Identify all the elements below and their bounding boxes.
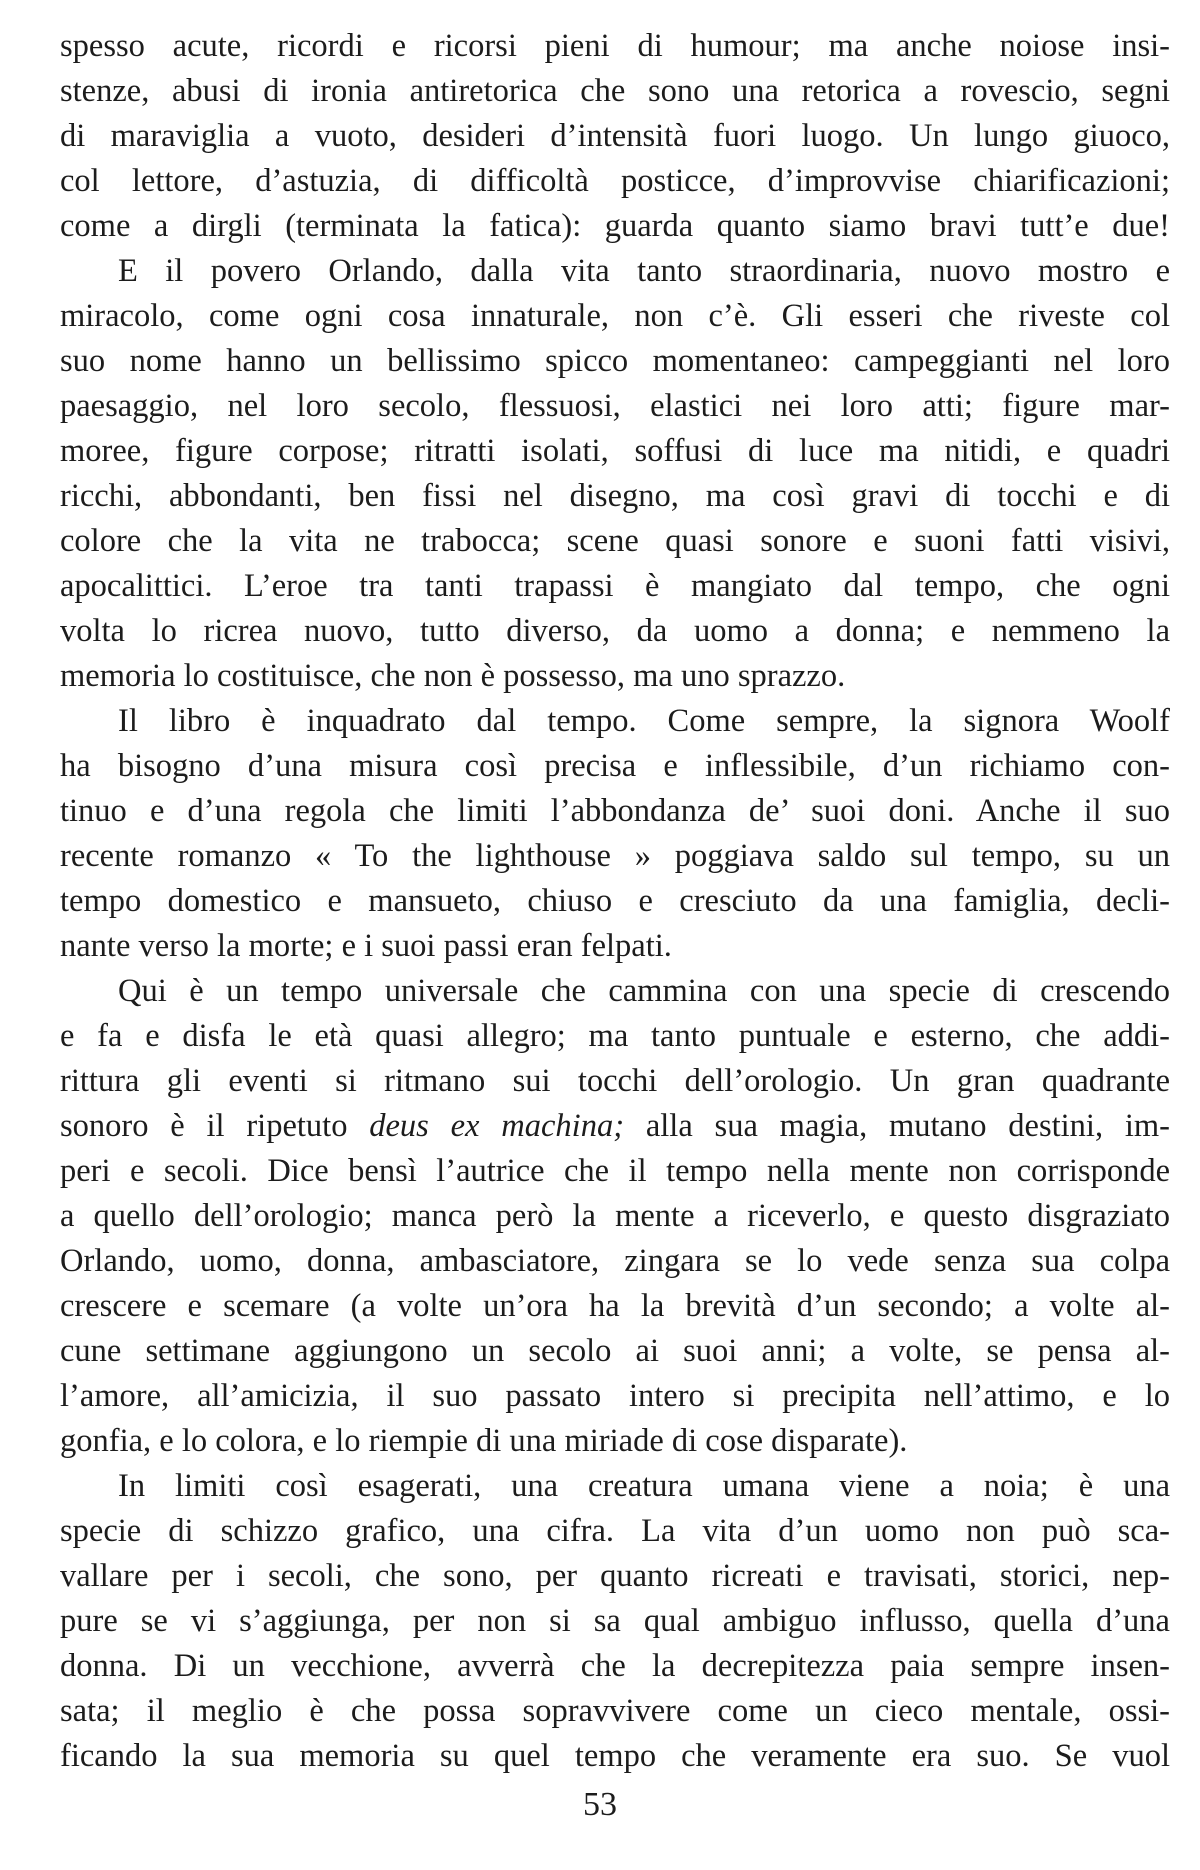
text-line: tempo domestico e mansueto, chiuso e cresciuto da una famiglia, decli- xyxy=(60,883,1170,919)
text-line: e fa e disfa le età quasi allegro; ma tanto puntuale e esterno, che addi- xyxy=(60,1018,1170,1054)
text-line: Qui è un tempo universale che cammina con una specie di crescendo xyxy=(118,973,1170,1009)
text-line: vallare per i secoli, che sono, per quanto ricreati e travisati, storici, nep- xyxy=(60,1558,1170,1594)
text-line: colore che la vita ne trabocca; scene quasi sonore e suoni fatti visivi, xyxy=(60,523,1170,559)
text-line: nante verso la morte; e i suoi passi eran felpati. xyxy=(60,928,672,964)
text-line: ficando la sua memoria su quel tempo che veramente era suo. Se vuol xyxy=(60,1738,1170,1774)
text-line: di maraviglia a vuoto, desideri d’intensità fuori luogo. Un lungo giuoco, xyxy=(60,118,1170,154)
text-line: l’amore, all’amicizia, il suo passato intero si precipita nell’attimo, e lo xyxy=(60,1378,1170,1414)
paragraph xyxy=(60,699,1170,969)
italic-phrase: deus ex machina; xyxy=(369,1108,625,1144)
text-line: volta lo ricrea nuovo, tutto diverso, da uomo a donna; e nemmeno la xyxy=(60,613,1170,649)
text-line: a quello dell’orologio; manca però la mente a riceverlo, e questo disgraziato xyxy=(60,1198,1170,1234)
text-line: moree, figure corpose; ritratti isolati, soffusi di luce ma nitidi, e quadri xyxy=(60,433,1170,469)
text-line: come a dirgli (terminata la fatica): guarda quanto siamo bravi tutt’e due! xyxy=(60,208,1170,244)
text-line: cune settimane aggiungono un secolo ai suoi anni; a volte, se pensa al- xyxy=(60,1333,1170,1369)
paragraph xyxy=(60,249,1170,699)
paragraph xyxy=(60,24,1170,249)
text-line: rittura gli eventi si ritmano sui tocchi dell’orologio. Un gran quadrante xyxy=(60,1063,1170,1099)
text-line: apocalittici. L’eroe tra tanti trapassi è mangiato dal tempo, che ogni xyxy=(60,568,1170,604)
text-line: donna. Di un vecchione, avverrà che la decrepitezza paia sempre insen- xyxy=(60,1648,1170,1684)
text-line: In limiti così esagerati, una creatura umana viene a noia; è una xyxy=(118,1468,1170,1504)
text-line: ha bisogno d’una misura così precisa e inflessibile, d’un richiamo con- xyxy=(60,748,1170,784)
page-number: 53 xyxy=(583,1786,617,1823)
text-line: sonoro è il ripetuto deus ex machina; alla sua magia, mutano destini, im- xyxy=(60,1108,1170,1144)
text-line: E il povero Orlando, dalla vita tanto straordinaria, nuovo mostro e xyxy=(118,253,1170,289)
text-line: tinuo e d’una regola che limiti l’abbondanza de’ suoi doni. Anche il suo xyxy=(60,793,1170,829)
text-line: paesaggio, nel loro secolo, flessuosi, elastici nei loro atti; figure mar- xyxy=(60,388,1170,424)
text-line: ricchi, abbondanti, ben fissi nel disegno, ma così gravi di tocchi e di xyxy=(60,478,1170,514)
page-body xyxy=(60,24,1170,1779)
text-line: memoria lo costituisce, che non è possesso, ma uno sprazzo. xyxy=(60,658,846,694)
text-line: specie di schizzo grafico, una cifra. La vita d’un uomo non può sca- xyxy=(60,1513,1170,1549)
text-line: suo nome hanno un bellissimo spicco momentaneo: campeggianti nel loro xyxy=(60,343,1170,379)
text-line: spesso acute, ricordi e ricorsi pieni di humour; ma anche noiose insi- xyxy=(60,28,1170,64)
text-line: col lettore, d’astuzia, di difficoltà posticce, d’improvvise chiarificazioni; xyxy=(60,163,1170,199)
text-line: recente romanzo « To the lighthouse » poggiava saldo sul tempo, su un xyxy=(60,838,1170,874)
text-line: miracolo, come ogni cosa innaturale, non c’è. Gli esseri che riveste col xyxy=(60,298,1170,334)
text-line: peri e secoli. Dice bensì l’autrice che il tempo nella mente non corrisponde xyxy=(60,1153,1170,1189)
text-line: crescere e scemare (a volte un’ora ha la brevità d’un secondo; a volte al- xyxy=(60,1288,1170,1324)
text-line: Il libro è inquadrato dal tempo. Come sempre, la signora Woolf xyxy=(118,703,1170,739)
text-line: gonfia, e lo colora, e lo riempie di una miriade di cose disparate). xyxy=(60,1423,908,1459)
text-line: pure se vi s’aggiunga, per non si sa qual ambiguo influsso, quella d’una xyxy=(60,1603,1170,1639)
text-line: sata; il meglio è che possa sopravvivere come un cieco mentale, ossi- xyxy=(60,1693,1170,1729)
text-line: Orlando, uomo, donna, ambasciatore, zingara se lo vede senza sua colpa xyxy=(60,1243,1170,1279)
text-line: stenze, abusi di ironia antiretorica che sono una retorica a rovescio, segni xyxy=(60,73,1170,109)
paragraph xyxy=(60,969,1170,1464)
paragraph xyxy=(60,1464,1170,1779)
